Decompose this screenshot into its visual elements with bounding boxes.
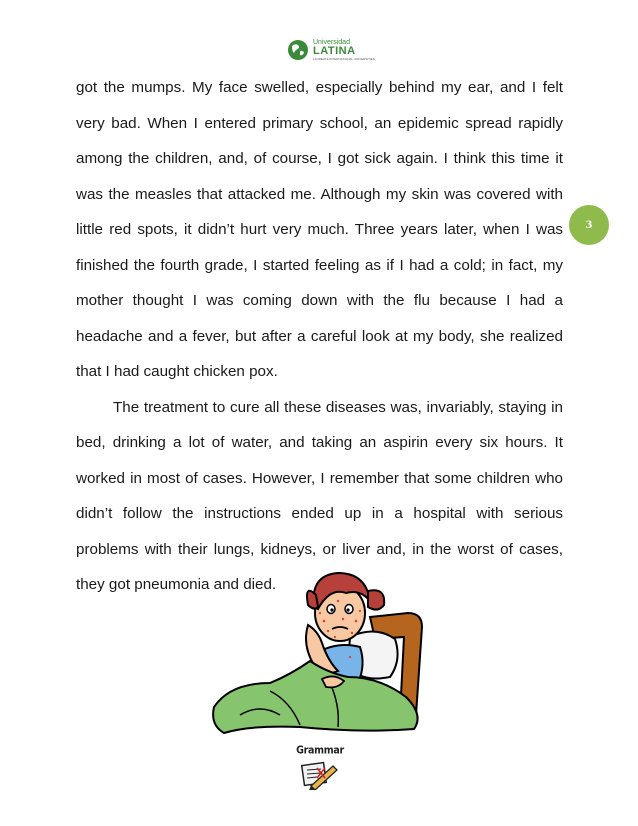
- globe-icon: [287, 39, 309, 61]
- grammar-pencil-icon: [299, 760, 339, 790]
- sick-child-in-bed-illustration: [210, 565, 425, 735]
- logo-line2: LATINA: [313, 45, 356, 57]
- footer-brand: Grammar: [296, 744, 344, 757]
- paragraph-1: got the mumps. My face swelled, especially behind my ear, and I felt very bad. When I entered primary school, an epidemic spread rapidly among the children, and, of course, I got sick again. I think this time it was the measles that attacked me. Although my skin was covered with little red spots, it didn’t hurt very much. Three years later, when I was finished the fourth grade, I started feeling as if I had a cold; in fact, my mother thought I was coming down with the flu because I had a headache and a fever, but after a careful look at my body, she realized that I had caught chicken pox.: [76, 79, 563, 380]
- page-number-badge: 3: [569, 205, 609, 245]
- logo-line3: LAUREATE INTERNATIONAL UNIVERSITIES: [313, 57, 375, 61]
- logo-text: [313, 39, 375, 61]
- logo-line1: Universidad: [313, 39, 350, 46]
- university-logo: [287, 37, 375, 63]
- paragraph-2: The treatment to cure all these diseases was, invariably, staying in bed, drinking a lot of water, and taking an aspirin every six hours. It worked in most of cases. However, I remember that some children who didn’t follow the instructions ended up in a hospital with serious problems with their lungs, kidneys, or liver and, in the worst of cases, they got pneumonia and died.: [76, 398, 563, 593]
- body-text: [76, 70, 563, 603]
